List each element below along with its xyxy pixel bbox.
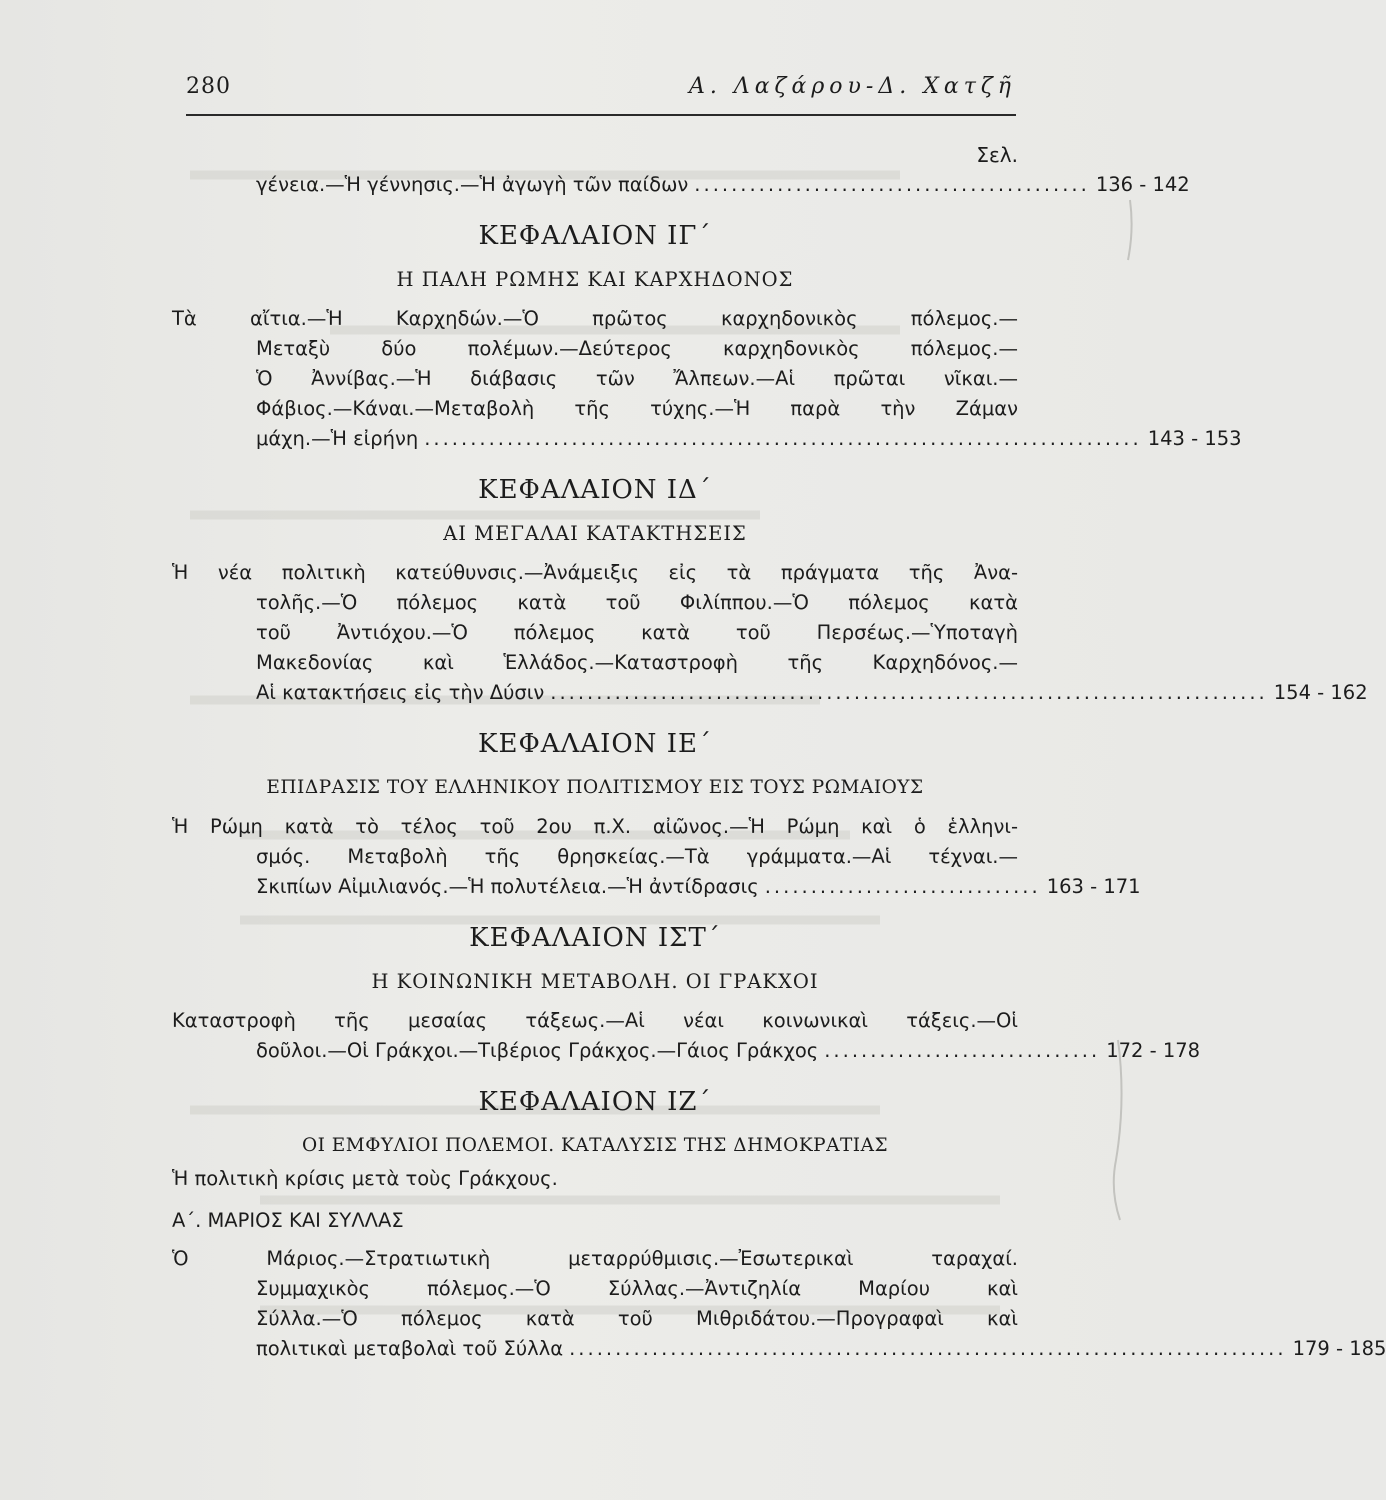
toc-line: πολιτικαὶ μεταβολαὶ τοῦ Σύλλα .............................................................................. 179 - 185 — [172, 1334, 1018, 1364]
leader-dots: ........................................... — [694, 173, 1090, 196]
chapter-title: ΚΕΦΑΛΑΙΟΝ ΙΕ΄ — [478, 729, 712, 759]
chapter-subtitle: Η ΠΑΛΗ ΡΩΜΗΣ ΚΑΙ ΚΑΡΧΗΔΟΝΟΣ — [396, 268, 794, 291]
toc-line: Συμμαχικὸς πόλεμος.—Ὁ Σύλλας.—Ἀντιζηλία Μαρίου καὶ — [256, 1277, 1018, 1300]
leader-dots: .............................................................................. — [550, 681, 1268, 704]
toc-line: δοῦλοι.—Οἱ Γράκχοι.—Τιβέριος Γράκχος.—Γάιος Γράκχος .............................. 172 - 178 — [172, 1036, 1018, 1066]
toc-line: Μακεδονίας καὶ Ἑλλάδος.—Καταστροφὴ τῆς Καρχηδόνος.— — [256, 651, 1018, 674]
toc-line: Σύλλα.—Ὁ πόλεμος κατὰ τοῦ Μιθριδάτου.—Προγραφαὶ καὶ — [256, 1307, 1018, 1330]
toc-line: Ὁ Ἀννίβας.—Ἡ διάβασις τῶν Ἄλπεων.—Αἱ πρῶται νῖκαι.— — [256, 367, 1018, 390]
chapter-subtitle: ΑΙ ΜΕΓΑΛΑΙ ΚΑΤΑΚΤΗΣΕΙΣ — [443, 522, 747, 545]
toc-line: μάχη.—Ἡ εἰρήνη .............................................................................. 143 - 153 — [172, 424, 1018, 454]
toc-entry — [172, 812, 1141, 902]
chapter-title: ΚΕΦΑΛΑΙΟΝ ΙΔ΄ — [478, 475, 712, 505]
toc-line: Σκιπίων Αἰμιλιανός.—Ἡ πολυτέλεια.—Ἡ ἀντίδρασις .............................. 163 - 171 — [172, 872, 1018, 902]
table-of-contents — [172, 140, 1386, 1364]
toc-line: Ὁ Μάριος.—Στρατιωτικὴ μεταρρύθμισις.—Ἐσωτερικαὶ ταραχαί. — [172, 1247, 1018, 1270]
page-column-label: Σελ. — [976, 143, 1018, 167]
leader-dots: .............................................................................. — [569, 1337, 1287, 1360]
chapter-title: ΚΕΦΑΛΑΙΟΝ ΙΖ΄ — [478, 1087, 712, 1117]
running-header — [186, 74, 1016, 116]
page-range: 143 - 153 — [1147, 427, 1242, 450]
chapter-subtitle: ΟΙ ΕΜΦΥΛΙΟΙ ΠΟΛΕΜΟΙ. ΚΑΤΑΛΥΣΙΣ ΤΗΣ ΔΗΜΟΚΡΑΤΙΑΣ — [301, 1135, 889, 1156]
toc-line: Αἱ κατακτήσεις εἰς τὴν Δύσιν .............................................................................. 154 - 162 — [172, 678, 1018, 708]
page-range: 163 - 171 — [1046, 875, 1141, 898]
leader-dots: .............................. — [764, 875, 1041, 898]
chapter-title: ΚΕΦΑΛΑΙΟΝ ΙΣΤ΄ — [469, 923, 721, 953]
toc-line: τοῦ Ἀντιόχου.—Ὁ πόλεμος κατὰ τοῦ Περσέως.—Ὑποταγὴ — [256, 621, 1018, 644]
chapter-subtitle: Η ΚΟΙΝΩΝΙΚΗ ΜΕΤΑΒΟΛΗ. ΟΙ ΓΡΑΚΧΟΙ — [371, 970, 819, 993]
section-heading: Α΄. ΜΑΡΙΟΣ ΚΑΙ ΣΥΛΛΑΣ — [172, 1209, 404, 1232]
page-range: 172 - 178 — [1106, 1039, 1201, 1062]
leader-dots: .............................. — [824, 1039, 1101, 1062]
toc-line: γένεια.—Ἡ γέννησις.—Ἡ ἀγωγὴ τῶν παίδων ........................................... 136 - 142 — [172, 170, 1018, 200]
page-number: 280 — [186, 74, 231, 99]
toc-line: τολῆς.—Ὁ πόλεμος κατὰ τοῦ Φιλίππου.—Ὁ πόλεμος κατὰ — [256, 591, 1018, 614]
chapter-intro-line: Ἡ πολιτικὴ κρίσις μετὰ τοὺς Γράκχους. — [172, 1167, 558, 1190]
page-range: 154 - 162 — [1273, 681, 1368, 704]
toc-line: Ἡ Ρώμη κατὰ τὸ τέλος τοῦ 2ου π.Χ. αἰῶνος.—Ἡ Ρώμη καὶ ὁ ἑλληνι- — [172, 815, 1018, 838]
toc-entry-intro — [172, 170, 1190, 200]
toc-line: Φάβιος.—Κάναι.—Μεταβολὴ τῆς τύχης.—Ἡ παρὰ τὴν Ζάμαν — [256, 397, 1018, 420]
toc-line: Μεταξὺ δύο πολέμων.—Δεύτερος καρχηδονικὸς πόλεμος.— — [256, 337, 1018, 360]
toc-line: Καταστροφὴ τῆς μεσαίας τάξεως.—Αἱ νέαι κοινωνικαὶ τάξεις.—Οἱ — [172, 1009, 1018, 1032]
toc-line: Ἡ νέα πολιτικὴ κατεύθυνσις.—Ἀνάμειξις εἰς τὰ πράγματα τῆς Ἀνα- — [172, 561, 1018, 584]
toc-entry — [172, 1006, 1201, 1066]
chapter-title: ΚΕΦΑΛΑΙΟΝ ΙΓ΄ — [478, 221, 712, 251]
running-head-authors: Α. Λαζάρου-Δ. Χατζῆ — [688, 74, 1016, 99]
chapter-subtitle: ΕΠΙΔΡΑΣΙΣ ΤΟΥ ΕΛΛΗΝΙΚΟΥ ΠΟΛΙΤΙΣΜΟΥ ΕΙΣ ΤΟΥΣ ΡΩΜΑΙΟΥΣ — [266, 777, 924, 798]
toc-entry — [172, 558, 1368, 708]
toc-line: σμός. Μεταβολὴ τῆς θρησκείας.—Τὰ γράμματα.—Αἱ τέχναι.— — [256, 845, 1018, 868]
leader-dots: .............................................................................. — [424, 427, 1142, 450]
toc-line: Τὰ αἴτια.—Ἡ Καρχηδών.—Ὁ πρῶτος καρχηδονικὸς πόλεμος.— — [172, 307, 1018, 330]
toc-entry — [172, 1244, 1386, 1364]
page-range: 136 - 142 — [1095, 173, 1190, 196]
page-range: 179 - 185 — [1292, 1337, 1386, 1360]
toc-entry — [172, 304, 1242, 454]
